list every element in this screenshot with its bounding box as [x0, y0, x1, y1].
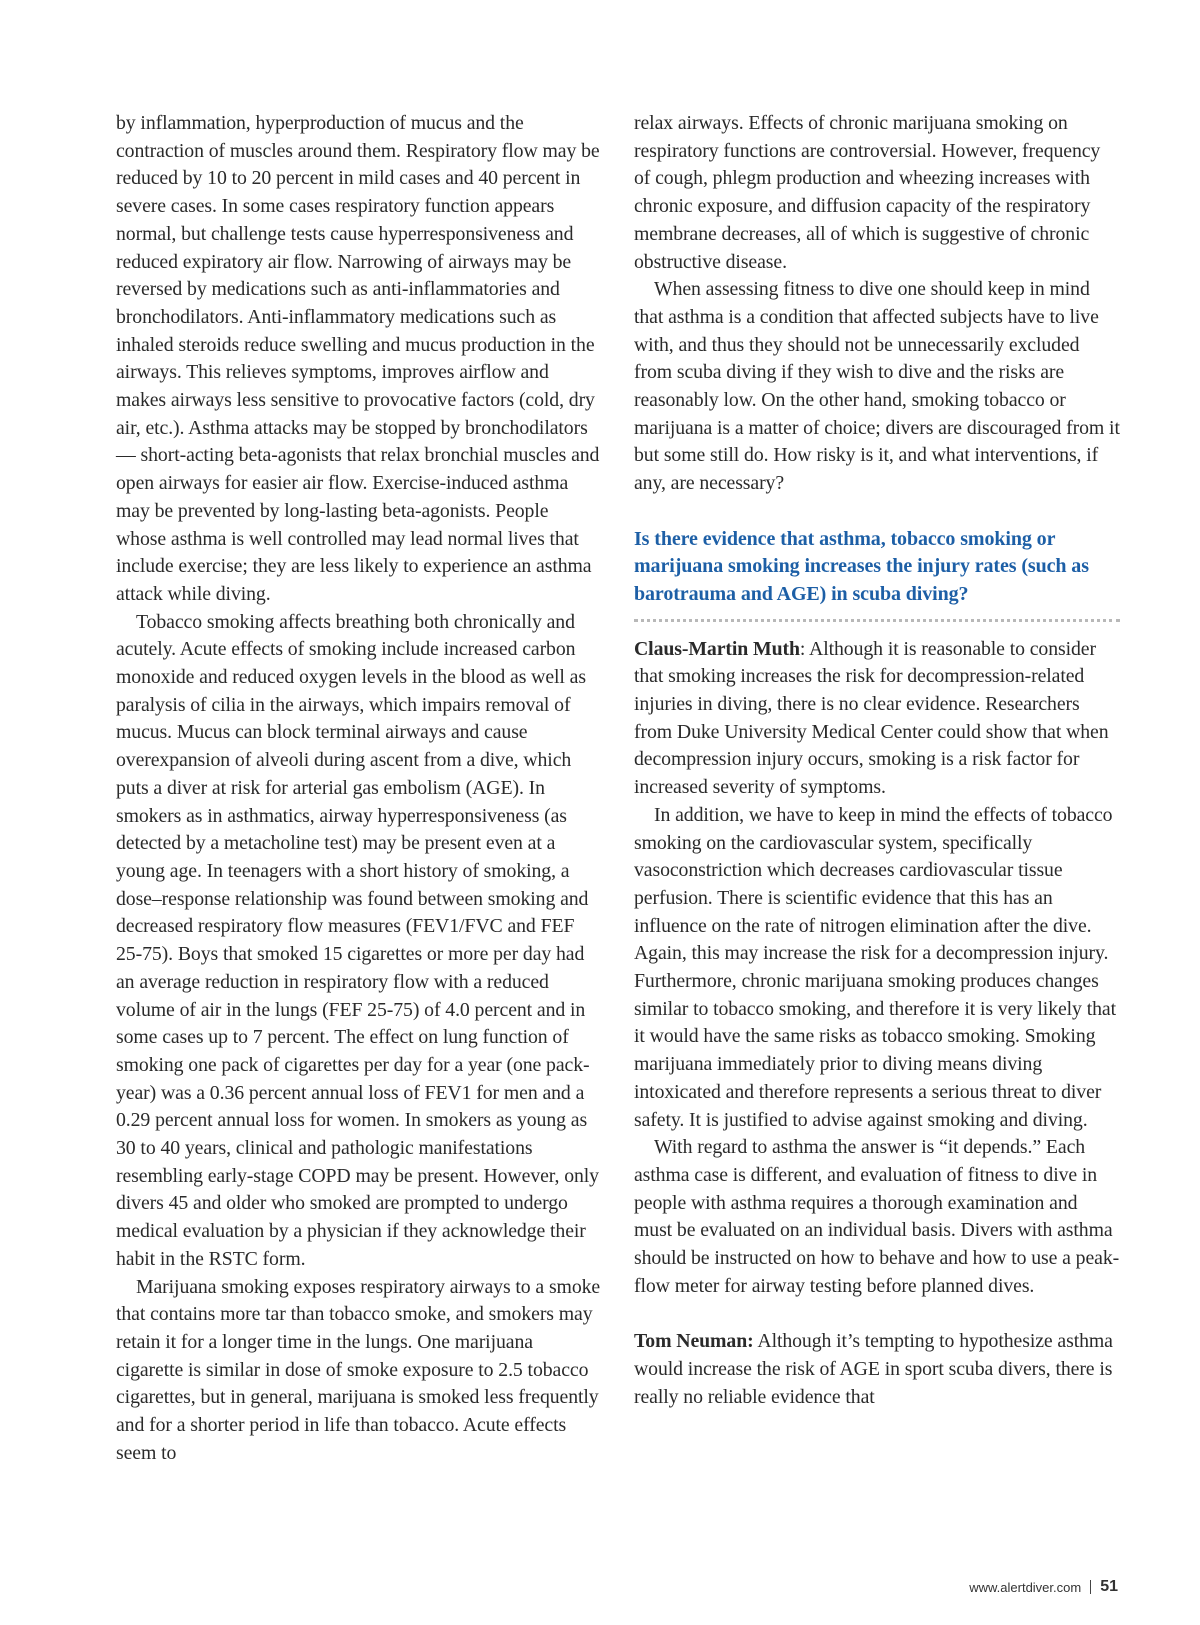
page-footer: [969, 1578, 1118, 1596]
left-column: [116, 110, 602, 1467]
dotted-divider: [634, 619, 1120, 622]
answer-muth-paragraph-3: With regard to asthma the answer is “it depends.” Each asthma case is different, and evaluation of fitness to dive in people with asthma requires a thorough examination and must be evaluated on an individual basis. Divers with asthma should be instructed on how to behave and how to use a peak-flow meter for airway testing before planned dives.: [634, 1136, 1120, 1297]
answer-muth-paragraph-1: [634, 636, 1120, 802]
footer-website-link[interactable]: www.alertdiver.com: [969, 1579, 1082, 1595]
left-paragraph-3: Marijuana smoking exposes respiratory airways to a smoke that contains more tar than tobacco smoke, and smokers may retain it for a longer time in the lungs. One marijuana cigarette is similar in dose of smoke exposure to 2.5 tobacco cigarettes, but in general, marijuana is smoked less frequently and for a shorter period in life than tobacco. Acute effects seem to: [116, 1275, 601, 1464]
footer-separator: [1090, 1580, 1091, 1594]
right-paragraph-2: When assessing fitness to dive one should keep in mind that asthma is a condition that affected subjects have to live with, and thus they should not be unnecessarily excluded from scuba diving if they wish to dive and the risks are reasonably low. On the other hand, smoking tobacco or marijuana is a matter of choice; divers are discouraged from it but some still do. How risky is it, and what interventions, if any, are necessary?: [634, 278, 1120, 495]
answer-muth-text-1: : Although it is reasonable to consider that smoking increases the risk for decompression-related injuries in diving, there is no clear evidence. Researchers from Duke University Medical Center could show that when decompression injury occurs, smoking is a risk factor for increased severity of symptoms.: [634, 637, 1109, 799]
answer-neuman-text-1: Although it’s tempting to hypothesize asthma would increase the risk of AGE in sport scuba divers, there is really no reliable evidence that: [634, 1330, 1113, 1408]
answer-neuman-paragraph-1: [634, 1328, 1120, 1411]
answer-muth-paragraph-2: In addition, we have to keep in mind the effects of tobacco smoking on the cardiovascular system, specifically vasoconstriction which decreases cardiovascular tissue perfusion. There is scientific evidence that this has an influence on the rate of nitrogen elimination after the dive. Again, this may increase the risk for a decompression injury. Furthermore, chronic marijuana smoking produces changes similar to tobacco smoking, and therefore it is very likely that it would have the same risks as tobacco smoking. Smoking marijuana immediately prior to diving means diving intoxicated and therefore represents a serious threat to diver safety. It is justified to advise against smoking and diving.: [634, 803, 1116, 1131]
left-paragraph-1: by inflammation, hyperproduction of mucus and the contraction of muscles around them. Respiratory flow may be reduced by 10 to 20 percent in mild cases and 40 percent in severe cases. In some cases respiratory function appears normal, but challenge tests cause hyperresponsiveness and reduced expiratory air flow. Narrowing of airways may be reversed by medications such as anti-inflammatories and bronchodilators. Anti-inflammatory medications such as inhaled steroids reduce swelling and mucus production in the airways. This relieves symptoms, improves airflow and makes airways less sensitive to provocative factors (cold, dry air, etc.). Asthma attacks may be stopped by bronchodilators — short-acting beta-agonists that relax bronchial muscles and open airways for easier air flow. Exercise-induced asthma may be prevented by long-lasting beta-agonists. People whose asthma is well controlled may lead normal lives that include exercise; they are less likely to experience an asthma attack while diving.: [116, 112, 600, 605]
speaker-name-neuman: Tom Neuman:: [634, 1330, 754, 1353]
right-column: [634, 110, 1120, 1411]
page-number: 51: [1100, 1578, 1118, 1595]
question-heading: Is there evidence that asthma, tobacco smoking or marijuana smoking increases the injury rates (such as barotrauma and AGE) in scuba diving?: [634, 527, 1089, 605]
speaker-name-muth: Claus-Martin Muth: [634, 637, 800, 660]
right-paragraph-1: relax airways. Effects of chronic marijuana smoking on respiratory functions are controversial. However, frequency of cough, phlegm production and wheezing increases with chronic exposure, and diffusion capacity of the respiratory membrane decreases, all of which is suggestive of chronic obstructive disease.: [634, 112, 1101, 273]
left-paragraph-2: Tobacco smoking affects breathing both chronically and acutely. Acute effects of smoking include increased carbon monoxide and reduced oxygen levels in the blood as well as paralysis of cilia in the airways, which impairs removal of mucus. Mucus can block terminal airways and cause overexpansion of alveoli during ascent from a dive, which puts a diver at risk for arterial gas embolism (AGE). In smokers as in asthmatics, airway hyperresponsiveness (as detected by a metacholine test) may be present even at a young age. In teenagers with a short history of smoking, a dose–response relationship was found between smoking and decreased respiratory flow measures (FEV1/FVC and FEF 25-75). Boys that smoked 15 cigarettes or more per day had an average reduction in respiratory flow with a reduced volume of air in the lungs (FEF 25-75) of 4.0 percent and in some cases up to 7 percent. The effect on lung function of smoking one pack of cigarettes per day for a year (one pack-year) was a 0.36 percent annual loss of FEV1 for men and a 0.29 percent annual loss for women. In smokers as young as 30 to 40 years, clinical and pathologic manifestations resembling early-stage COPD may be present. However, only divers 45 and older who smoked are prompted to undergo medical evaluation by a physician if they acknowledge their habit in the RSTC form.: [116, 610, 599, 1270]
